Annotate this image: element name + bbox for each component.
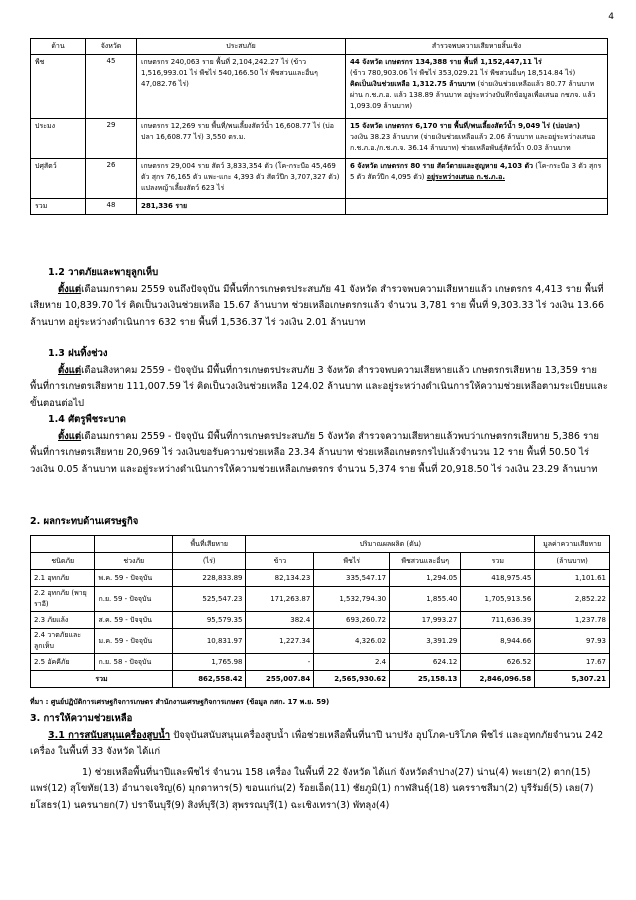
header-type: ชนิดภัย [31, 553, 95, 570]
lead-word: ตั้งแต่ [58, 364, 82, 376]
econ-header-row [31, 536, 610, 553]
total-garden: 25,158.13 [390, 671, 461, 688]
sub-heading: 3.1 การสนับสนุนเครื่องสูบน้ำ [48, 729, 171, 741]
cell-garden: 624.12 [390, 654, 461, 671]
row-provinces: 45 [86, 55, 137, 119]
row-side: ปศุสัตว์ [31, 159, 86, 199]
cell-area: 228,833.89 [173, 570, 246, 587]
survey-mid: คิดเป็นเงินช่วยเหลือ 1,312.75 ล้านบาท [350, 80, 476, 88]
cell-type: 2.3 ภัยแล้ง [31, 612, 95, 629]
cell-period: ส.ค. 59 - ปัจจุบัน [95, 612, 173, 629]
total-total: 2,846,096.58 [461, 671, 535, 688]
row-survey [346, 55, 608, 119]
header-survey: สำรวจพบความเสียหายสิ้นเชิง [346, 39, 608, 55]
cell-area: 1,765.98 [173, 654, 246, 671]
total-affected: 281,336 ราย [137, 199, 346, 215]
section-2-heading: 2. ผลกระทบด้านเศรษฐกิจ [30, 516, 139, 527]
header-affected: ประสบภัย [137, 39, 346, 55]
section-heading: 1.2 วาตภัยและพายุลูกเห็บ [48, 267, 159, 278]
survey-underlined: อยู่ระหว่างเสนอ ก.ช.ภ.อ. [426, 173, 505, 181]
survey-head: 44 จังหวัด เกษตรกร 134,388 ราย พื้นที่ 1,152,447,11 ไร่ [350, 58, 542, 66]
list-item: 1) ช่วยเหลือพื้นที่นาปีและพืชไร่ จำนวน 158 เครื่อง ในพื้นที่ 22 จังหวัด ได้แก่ จังหวัดลำปาง(27) น่าน(4) พะเยา(2) ตาก(15) แพร่(12) สุโขทัย(13) อำนาจเจริญ(6) มุกดาหาร(5) ขอนแก่น(2) ร้อยเอ็ด(11) ชัยภูมิ(1) กาฬสินธุ์(18) นครราชสีมา(2) บุรีรัมย์(5) เลย(7) ยโสธร(1) นครนายก(7) ปราจีนบุรี(9) สิงห์บุรี(3) สุพรรณบุรี(1) ฉะเชิงเทรา(3) พัทลุง(4) [30, 766, 594, 811]
header-garden: พืชสวนและอื่นๆ [390, 553, 461, 570]
survey-head: 6 จังหวัด เกษตรกร 80 ราย สัตว์ตายและสูญหาย 4,103 ตัว [350, 162, 534, 170]
source-note: ที่มา : ศูนย์ปฏิบัติการเศรษฐกิจการเกษตร สำนักงานเศรษฐกิจการเกษตร (ข้อมูล กสก. 17 พ.ย. 59) [30, 698, 330, 706]
total-side: รวม [31, 199, 86, 215]
row-affected: เกษตรกร 240,063 ราย พื้นที่ 2,104,242.27 ไร่ (ข้าว 1,516,993.01 ไร่ พืชไร่ 540,166.50 ไร่ พืชสวนและอื่นๆ 47,082.76 ไร่) [137, 55, 346, 119]
header-provinces: จังหวัด [86, 39, 137, 55]
survey-tail: (จ่ายเงินช่วยเหลือแล้ว 80.77 ล้านบาท ผ่าน ก.ช.ภ.อ. แล้ว 138.89 ล้านบาท อยู่ระหว่างบันทึกข้อมูลเพื่อเสนอ กชภจ. แล้ว 1,093.09 ล้านบาท) [350, 80, 596, 110]
table-row [31, 629, 610, 654]
section-heading: 1.4 ศัตรูพืชระบาด [48, 414, 126, 425]
cell-field: 2.4 [314, 654, 390, 671]
total-rice: 255,007.84 [246, 671, 314, 688]
lead-word: ตั้งแต่ [58, 283, 82, 295]
table-row [31, 570, 610, 587]
cell-rice: 382.4 [246, 612, 314, 629]
section-1-4 [30, 412, 608, 478]
table-total-row [31, 199, 608, 215]
header-rice: ข้าว [246, 553, 314, 570]
header-volume: ปริมาณผลผลิต (ตัน) [246, 536, 535, 553]
cell-value: 1,101.61 [535, 570, 610, 587]
cell-field: 693,260.72 [314, 612, 390, 629]
paragraph-text: เดือนสิงหาคม 2559 - ปัจจุบัน มีพื้นที่การเกษตรประสบภัย 3 จังหวัด สำรวจพบความเสียหายแล้ว เกษตรกรเสียหาย 13,359 ราย พื้นที่การเกษตรเสียหาย 111,007.59 ไร่ คิดเป็นวงเงินช่วยเหลือ 124.02 ล้านบาท และอยู่ระหว่างดำเนินการให้ความช่วยเหลือตามระเบียบและขั้นตอนต่อไป [30, 364, 608, 409]
cell-area: 95,579.35 [173, 612, 246, 629]
header-total: รวม [461, 553, 535, 570]
cell-field: 4,326.02 [314, 629, 390, 654]
cell-rice: 171,263.87 [246, 587, 314, 612]
paragraph-text: ปัจจุบันสนับสนุนเครื่องสูบน้ำ เพื่อช่วยเหลือพื้นที่นาปี นาปรัง อุปโภค-บริโภค พืชไร่ และอุทกภัยจำนวน 242 เครื่อง ในพื้นที่ 33 จังหวัด ได้แก่ [30, 729, 604, 757]
cell-rice: 1,227.34 [246, 629, 314, 654]
page-number: 4 [608, 12, 614, 22]
cell-value: 17.67 [535, 654, 610, 671]
row-affected: เกษตรกร 29,004 ราย สัตว์ 3,833,354 ตัว (โค-กระบือ 45,469 ตัว สุกร 76,165 ตัว แพะ-แกะ 4,393 ตัว สัตว์ปีก 3,707,327 ตัว) แปลงหญ้าเลี้ยงสัตว์ 623 ไร่ [137, 159, 346, 199]
header-value: มูลค่าความเสียหาย [535, 536, 610, 553]
cell-garden: 1,294.05 [390, 570, 461, 587]
header-period: ช่วงภัย [95, 553, 173, 570]
table-row [31, 55, 608, 119]
cell-value: 97.93 [535, 629, 610, 654]
cell-type: 2.4 วาตภัยและลูกเห็บ [31, 629, 95, 654]
econ-table [30, 535, 610, 688]
section-heading: 1.3 ฝนทิ้งช่วง [48, 348, 108, 359]
cell-value: 2,852.22 [535, 587, 610, 612]
cell-total: 418,975.45 [461, 570, 535, 587]
total-provinces: 48 [86, 199, 137, 215]
cell-garden: 17,993.27 [390, 612, 461, 629]
cell-area: 525,547.23 [173, 587, 246, 612]
row-provinces: 26 [86, 159, 137, 199]
total-field: 2,565,930.62 [314, 671, 390, 688]
cell-garden: 3,391.29 [390, 629, 461, 654]
cell-field: 335,547.17 [314, 570, 390, 587]
table-row [31, 587, 610, 612]
table-row [31, 159, 608, 199]
survey-body: (โค-กระบือ 3 ตัว สุกร 5 ตัว สัตว์ปีก 4,095 ตัว) [350, 162, 602, 181]
cell-period: พ.ค. 59 - ปัจจุบัน [95, 570, 173, 587]
total-label: รวม [31, 671, 173, 688]
row-survey [346, 119, 608, 159]
cell-value: 1,237.78 [535, 612, 610, 629]
cell-area: 10,831.97 [173, 629, 246, 654]
cell-total: 1,705,913.56 [461, 587, 535, 612]
row-survey [346, 159, 608, 199]
row-provinces: 29 [86, 119, 137, 159]
cell-rice: - [246, 654, 314, 671]
lead-word: ตั้งแต่ [58, 430, 82, 442]
cell-period: ม.ค. 59 - ปัจจุบัน [95, 629, 173, 654]
row-side: ประมง [31, 119, 86, 159]
paragraph-text: เดือนมกราคม 2559 - ปัจจุบัน มีพื้นที่การเกษตรประสบภัย 5 จังหวัด สำรวจความเสียหายแล้วพบว่าเกษตรกรเสียหาย 5,386 ราย พื้นที่การเกษตรเสียหาย 20,969 ไร่ วงเงินขอรับความช่วยเหลือ 23.34 ล้านบาท ช่วยเหลือเกษตรกรไปแล้วจำนวน 12 ราย พื้นที่ 50.50 ไร่ วงเงิน 0.05 ล้านบาท และอยู่ระหว่างดำเนินการให้ความช่วยเหลือเกษตรกร จำนวน 5,374 ราย พื้นที่ 20,918.50 ไร่ วงเงิน 23.29 ล้านบาท [30, 430, 599, 475]
cell-field: 1,532,794.30 [314, 587, 390, 612]
section-heading: 3. การให้ความช่วยเหลือ [30, 713, 133, 724]
section-paragraph [30, 363, 608, 413]
section-paragraph [30, 728, 608, 761]
survey-body: วงเงิน 38.23 ล้านบาท (จ่ายเงินช่วยเหลือแล้ว 2.06 ล้านบาท และอยู่ระหว่างเสนอ ก.ช.ภ.อ./ก.ช.ภ.จ. 36.14 ล้านบาท) ช่วยเหลือพันธุ์สัตว์น้ำ 0.03 ล้านบาท [350, 133, 596, 152]
cell-rice: 82,134.23 [246, 570, 314, 587]
cell-total: 8,944.66 [461, 629, 535, 654]
cell-total: 711,636.39 [461, 612, 535, 629]
cell-type: 2.2 อุทกภัย (พายุราอี) [31, 587, 95, 612]
header-value-unit: (ล้านบาท) [535, 553, 610, 570]
section-1-3 [30, 346, 608, 412]
row-affected: เกษตรกร 12,269 ราย พื้นที่/พนเลี้ยงสัตว์น้ำ 16,608.77 ไร่ (บ่อปลา 16,608.77 ไร่) 3,550 ตร.ม. [137, 119, 346, 159]
econ-header-row [31, 553, 610, 570]
cell-period: ก.ย. 58 - ปัจจุบัน [95, 654, 173, 671]
cell-period: ก.ย. 59 - ปัจจุบัน [95, 587, 173, 612]
total-area: 862,558.42 [173, 671, 246, 688]
section-paragraph [30, 429, 608, 479]
cell-type: 2.1 อุทกภัย [31, 570, 95, 587]
table-row [31, 119, 608, 159]
cell-total: 626.52 [461, 654, 535, 671]
table-header-row [31, 39, 608, 55]
table-row [31, 612, 610, 629]
section-1-2 [30, 265, 608, 331]
survey-head: 15 จังหวัด เกษตรกร 6,170 ราย พื้นที่/พนเลี้ยงสัตว์น้ำ 9,049 ไร่ (บ่อปลา) [350, 122, 581, 130]
paragraph-text: เดือนมกราคม 2559 จนถึงปัจจุบัน มีพื้นที่การเกษตรประสบภัย 41 จังหวัด สำรวจพบความเสียหายแล้ว เกษตรกร 4,413 ราย พื้นที่เสียหาย 10,839.70 ไร่ คิดเป็นวงเงินช่วยเหลือ 15.67 ล้านบาท ช่วยเหลือเกษตรกรแล้ว จำนวน 3,781 ราย พื้นที่ 9,303.33 ไร่ วงเงิน 13.66 ล้านบาท อยู่ระหว่างดำเนินการ 632 ราย พื้นที่ 1,536.37 ไร่ วงเงิน 2.01 ล้านบาท [30, 283, 605, 328]
damage-table [30, 38, 608, 215]
header-area: พื้นที่เสียหาย [173, 536, 246, 553]
header-field: พืชไร่ [314, 553, 390, 570]
section-paragraph [30, 282, 608, 332]
cell-garden: 1,855.40 [390, 587, 461, 612]
cell-type: 2.5 อัคคีภัย [31, 654, 95, 671]
econ-total-row [31, 671, 610, 688]
header-area-unit: (ไร่) [173, 553, 246, 570]
row-side: พืช [31, 55, 86, 119]
survey-body: (ข้าว 780,903.06 ไร่ พืชไร่ 353,029.21 ไร่ พืชสวนอื่นๆ 18,514.84 ไร่) [350, 69, 576, 77]
total-survey [346, 199, 608, 215]
header-side: ด้าน [31, 39, 86, 55]
section-3 [30, 711, 608, 814]
total-value: 5,307.21 [535, 671, 610, 688]
table-row [31, 654, 610, 671]
